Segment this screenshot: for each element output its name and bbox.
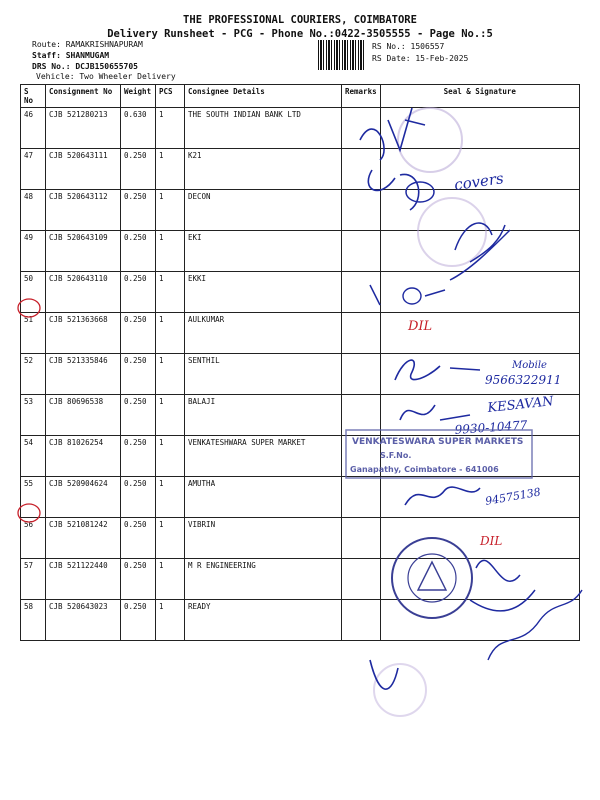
route-label: Route:	[32, 40, 61, 49]
cell-weight: 0.250	[121, 600, 156, 641]
store-stamp-place: Ganapathy, Coimbatore - 641006	[350, 465, 499, 474]
cell-sno: 57	[21, 559, 46, 600]
cell-remarks	[342, 477, 381, 518]
cell-weight: 0.250	[121, 149, 156, 190]
phone-note-2: 9930-10477	[454, 417, 528, 437]
cell-consignee: AULKUMAR	[185, 313, 342, 354]
drs-label: DRS No.:	[32, 62, 71, 71]
table-row	[21, 190, 580, 231]
cell-remarks	[342, 149, 381, 190]
tick-mark	[370, 660, 398, 689]
cell-pcs: 1	[156, 395, 185, 436]
cell-consignee: EKKI	[185, 272, 342, 313]
cell-remarks	[342, 600, 381, 641]
cell-seal	[380, 108, 579, 149]
barcode	[318, 40, 364, 70]
runsheet-subtitle: Delivery Runsheet - PCG - Phone No.:0422-3505555 - Page No.:5	[107, 28, 493, 40]
cell-pcs: 1	[156, 354, 185, 395]
cell-pcs: 1	[156, 231, 185, 272]
cell-consignee: K21	[185, 149, 342, 190]
cell-weight: 0.250	[121, 559, 156, 600]
cell-sno: 52	[21, 354, 46, 395]
cell-seal	[380, 477, 579, 518]
rs-date-line	[372, 54, 468, 63]
cell-seal	[380, 436, 579, 477]
table-header-row	[21, 85, 580, 108]
col-header-seal: Seal & Signature	[380, 85, 579, 108]
cell-remarks	[342, 559, 381, 600]
cell-consignee: AMUTHA	[185, 477, 342, 518]
table-row	[21, 313, 580, 354]
cell-consignee: M R ENGINEERING	[185, 559, 342, 600]
cell-consignee: SENTHIL	[185, 354, 342, 395]
cell-weight: 0.250	[121, 231, 156, 272]
table-row	[21, 518, 580, 559]
cell-consignment: CJB 521081242	[46, 518, 121, 559]
cell-consignment: CJB 80696538	[46, 395, 121, 436]
cell-weight: 0.250	[121, 477, 156, 518]
cell-seal	[380, 231, 579, 272]
mobile-number: 9566322911	[485, 373, 562, 387]
cell-weight: 0.250	[121, 354, 156, 395]
rs-no-value: 1506557	[410, 42, 445, 51]
cell-remarks	[342, 395, 381, 436]
vehicle-line	[36, 72, 176, 82]
cell-remarks	[342, 231, 381, 272]
cell-consignee: VENKATESHWARA SUPER MARKET	[185, 436, 342, 477]
cell-remarks	[342, 354, 381, 395]
cell-sno: 50	[21, 272, 46, 313]
col-header-consignee: Consignee Details	[185, 85, 342, 108]
cell-consignment: CJB 520643110	[46, 272, 121, 313]
cell-consignment: CJB 520904624	[46, 477, 121, 518]
table-row	[21, 436, 580, 477]
cell-pcs: 1	[156, 518, 185, 559]
cell-consignment: CJB 521363668	[46, 313, 121, 354]
cell-consignment: CJB 520643111	[46, 149, 121, 190]
cell-seal	[380, 313, 579, 354]
cell-sno: 48	[21, 190, 46, 231]
cell-weight: 0.250	[121, 313, 156, 354]
cell-consignment: CJB 521280213	[46, 108, 121, 149]
cell-sno: 51	[21, 313, 46, 354]
col-header-remarks: Remarks	[342, 85, 381, 108]
cell-pcs: 1	[156, 559, 185, 600]
cell-pcs: 1	[156, 313, 185, 354]
cell-consignee: THE SOUTH INDIAN BANK LTD	[185, 108, 342, 149]
table-row	[21, 272, 580, 313]
cell-remarks	[342, 108, 381, 149]
table-row	[21, 231, 580, 272]
staff-label: Staff:	[32, 51, 61, 60]
cell-seal	[380, 149, 579, 190]
cell-pcs: 1	[156, 149, 185, 190]
cell-pcs: 1	[156, 272, 185, 313]
rs-date-label: RS Date:	[372, 54, 411, 63]
phone-note-3: 94575138	[484, 485, 542, 508]
cell-seal	[380, 190, 579, 231]
faint-stamp-3	[374, 664, 426, 716]
cell-seal	[380, 272, 579, 313]
rs-no-line	[372, 42, 444, 51]
route-line	[32, 40, 143, 50]
cell-sno: 49	[21, 231, 46, 272]
cell-consignment: CJB 81026254	[46, 436, 121, 477]
table-row	[21, 600, 580, 641]
table-row	[21, 354, 580, 395]
table-row	[21, 559, 580, 600]
table-row	[21, 477, 580, 518]
cell-remarks	[342, 436, 381, 477]
cell-consignment: CJB 521122440	[46, 559, 121, 600]
cell-sno: 56	[21, 518, 46, 559]
store-stamp-name: VENKATESWARA SUPER MARKETS	[352, 437, 524, 447]
cell-consignee: VIBRIN	[185, 518, 342, 559]
cell-sno: 58	[21, 600, 46, 641]
cell-pcs: 1	[156, 600, 185, 641]
cell-pcs: 1	[156, 436, 185, 477]
store-stamp-sf: S.F.No.	[380, 451, 412, 460]
table-row	[21, 108, 580, 149]
cell-consignee: DECON	[185, 190, 342, 231]
cell-sno: 55	[21, 477, 46, 518]
cell-weight: 0.630	[121, 108, 156, 149]
covers-note: covers	[453, 169, 505, 194]
cell-seal	[380, 518, 579, 559]
vehicle-value: Two Wheeler Delivery	[79, 72, 176, 81]
cell-pcs: 1	[156, 477, 185, 518]
cell-remarks	[342, 518, 381, 559]
cell-seal	[380, 600, 579, 641]
cell-consignment: CJB 520643109	[46, 231, 121, 272]
cell-consignee: EKI	[185, 231, 342, 272]
cell-pcs: 1	[156, 190, 185, 231]
vehicle-label: Vehicle:	[36, 72, 75, 81]
cell-weight: 0.250	[121, 190, 156, 231]
drs-value: DCJB150655705	[75, 62, 138, 71]
dil-note-2: DIL	[480, 534, 503, 548]
col-header-consignment: Consignment No	[46, 85, 121, 108]
cell-sno: 46	[21, 108, 46, 149]
cell-consignment: CJB 521335846	[46, 354, 121, 395]
mobile-note: Mobile	[512, 360, 547, 371]
cell-pcs: 1	[156, 108, 185, 149]
cell-weight: 0.250	[121, 272, 156, 313]
col-header-pcs: PCS	[156, 85, 185, 108]
table-row	[21, 149, 580, 190]
rs-date-value: 15-Feb-2025	[415, 54, 469, 63]
table-body	[21, 108, 580, 641]
cell-remarks	[342, 272, 381, 313]
table-row	[21, 395, 580, 436]
rs-no-label: RS No.:	[372, 42, 406, 51]
cell-remarks	[342, 313, 381, 354]
dil-note-1: DIL	[408, 319, 433, 334]
cell-sno: 47	[21, 149, 46, 190]
cell-weight: 0.250	[121, 395, 156, 436]
cell-seal	[380, 395, 579, 436]
cell-sno: 53	[21, 395, 46, 436]
col-header-weight: Weight	[121, 85, 156, 108]
route-value: RAMAKRISHNAPURAM	[65, 40, 143, 49]
cell-consignment: CJB 520643112	[46, 190, 121, 231]
runsheet-table	[20, 84, 580, 641]
staff-value: SHANMUGAM	[65, 51, 110, 60]
cell-sno: 54	[21, 436, 46, 477]
cell-consignee: BALAJI	[185, 395, 342, 436]
cell-weight: 0.250	[121, 518, 156, 559]
company-title: THE PROFESSIONAL COURIERS, COIMBATORE	[183, 14, 417, 26]
cell-remarks	[342, 190, 381, 231]
kesavan-note: KESAVAN	[486, 394, 555, 416]
drs-line	[32, 62, 138, 72]
cell-consignment: CJB 520643023	[46, 600, 121, 641]
cell-seal	[380, 559, 579, 600]
cell-seal	[380, 354, 579, 395]
cell-consignee: READY	[185, 600, 342, 641]
col-header-sno: S No	[21, 85, 46, 108]
staff-line	[32, 51, 109, 61]
cell-weight: 0.250	[121, 436, 156, 477]
